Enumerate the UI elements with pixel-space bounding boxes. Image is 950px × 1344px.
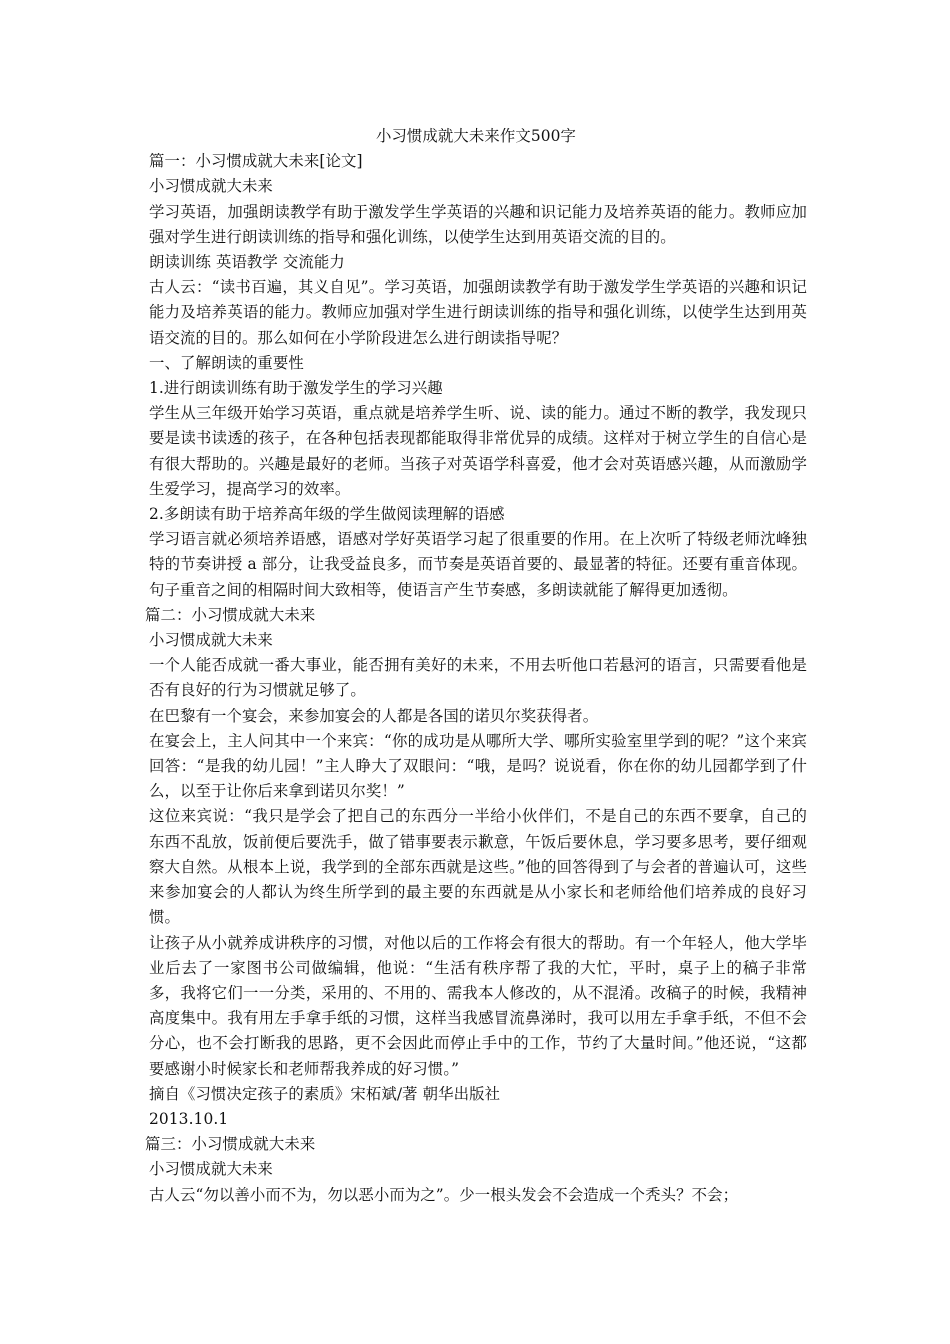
paragraph: 在宴会上，主人问其中一个来宾：“你的成功是从哪所大学、哪所实验室里学到的呢？”这个来宾回答：“是我的幼儿园！”主人睁大了双眼问：“哦，是吗？说说看，你在你的幼儿园都学到了什么，以至于让你后来拿到诺贝尔奖！” bbox=[149, 731, 807, 801]
paragraph-list bbox=[145, 149, 807, 1208]
paragraph: 朗读训练 英语教学 交流能力 bbox=[149, 253, 345, 272]
paragraph: 学习语言就必须培养语感，语感对学好英语学习起了很重要的作用。在上次听了特级老师沈峰独特的节奏讲授 a 部分，让我受益良多，而节奏是英语首要的、最显著的特征。还要有重音体现。句子重音之间的相隔时间大致相等，使语言产生节奏感，多朗读就能了解得更加透彻。 bbox=[149, 530, 807, 599]
paragraph: 一个人能否成就一番大事业，能否拥有美好的未来，不用去听他口若悬河的语言，只需要看他是否有良好的行为习惯就足够了。 bbox=[149, 656, 807, 700]
paragraph: 古人云：“读书百遍，其义自见”。学习英语，加强朗读教学有助于激发学生学英语的兴趣和识记能力及培养英语的能力。教师应加强对学生进行朗读训练的指导和强化训练，以使学生达到用英语交流的目的。那么如何在小学阶段进怎么进行朗读指导呢？ bbox=[149, 278, 807, 347]
paragraph: 在巴黎有一个宴会，来参加宴会的人都是各国的诺贝尔奖获得者。 bbox=[149, 706, 599, 725]
paragraph: 一、了解朗读的重要性 bbox=[149, 353, 304, 372]
paragraph: 2013.10.1 bbox=[149, 1109, 229, 1128]
paragraph: 篇二：小习惯成就大未来 bbox=[145, 605, 316, 624]
paragraph: 摘自《习惯决定孩子的素质》宋柘斌/著 朝华出版社 bbox=[149, 1084, 501, 1103]
paragraph: 古人云“勿以善小而不为，勿以恶小而为之”。少一根头发会不会造成一个秃头？不会； bbox=[149, 1185, 739, 1204]
document-title: 小习惯成就大未来作文500字 bbox=[375, 127, 577, 145]
paragraph: 学生从三年级开始学习英语，重点就是培养学生听、说、读的能力。通过不断的教学，我发现只要是读书读透的孩子，在各种包括表现都能取得非常优异的成绩。这样对于树立学生的自信心是有很大帮助的。兴趣是最好的老师。当孩子对英语学科喜爱，他才会对英语感兴趣，从而激励学生爱学习，提高学习的效率。 bbox=[149, 404, 807, 498]
paragraph: 小习惯成就大未来 bbox=[149, 631, 273, 650]
paragraph: 篇一：小习惯成就大未来[论文] bbox=[149, 152, 363, 171]
paragraph: 让孩子从小就养成讲秩序的习惯，对他以后的工作将会有很大的帮助。有一个年轻人，他大学毕业后去了一家图书公司做编辑，他说：“生活有秩序帮了我的大忙，平时，桌子上的稿子非常多，我将它们一一分类，采用的、不用的、需我本人修改的，从不混淆。改稿子的时候，我精神高度集中。我有用左手拿手纸的习惯，这样当我感冒流鼻涕时，我可以用左手拿手纸，不但不会分心，也不会打断我的思路，更不会因此而停止手中的工作，节约了大量时间。”他还说，“这都要感谢小时候家长和老师帮我养成的好习惯。” bbox=[149, 933, 807, 1078]
paragraph: 这位来宾说：“我只是学会了把自己的东西分一半给小伙伴们，不是自己的东西不要拿，自己的东西不乱放，饭前便后要洗手，做了错事要表示歉意，午饭后要休息，学习要多思考，要仔细观察大自然。从根本上说，我学到的全部东西就是这些。”他的回答得到了与会者的普遍认可，这些来参加宴会的人都认为终生所学到的最主要的东西就是从小家长和老师给他们培养成的良好习惯。 bbox=[149, 807, 807, 927]
document-body bbox=[145, 124, 807, 1208]
paragraph: 小习惯成就大未来 bbox=[149, 1160, 273, 1179]
paragraph: 1.进行朗读训练有助于激发学生的学习兴趣 bbox=[149, 379, 443, 398]
paragraph: 学习英语，加强朗读教学有助于激发学生学英语的兴趣和识记能力及培养英语的能力。教师应加强对学生进行朗读训练的指导和强化训练，以使学生达到用英语交流的目的。 bbox=[149, 202, 807, 246]
paragraph: 2.多朗读有助于培养高年级的学生做阅读理解的语感 bbox=[149, 505, 505, 524]
paragraph: 小习惯成就大未来 bbox=[149, 177, 273, 196]
paragraph: 篇三：小习惯成就大未来 bbox=[145, 1135, 316, 1154]
